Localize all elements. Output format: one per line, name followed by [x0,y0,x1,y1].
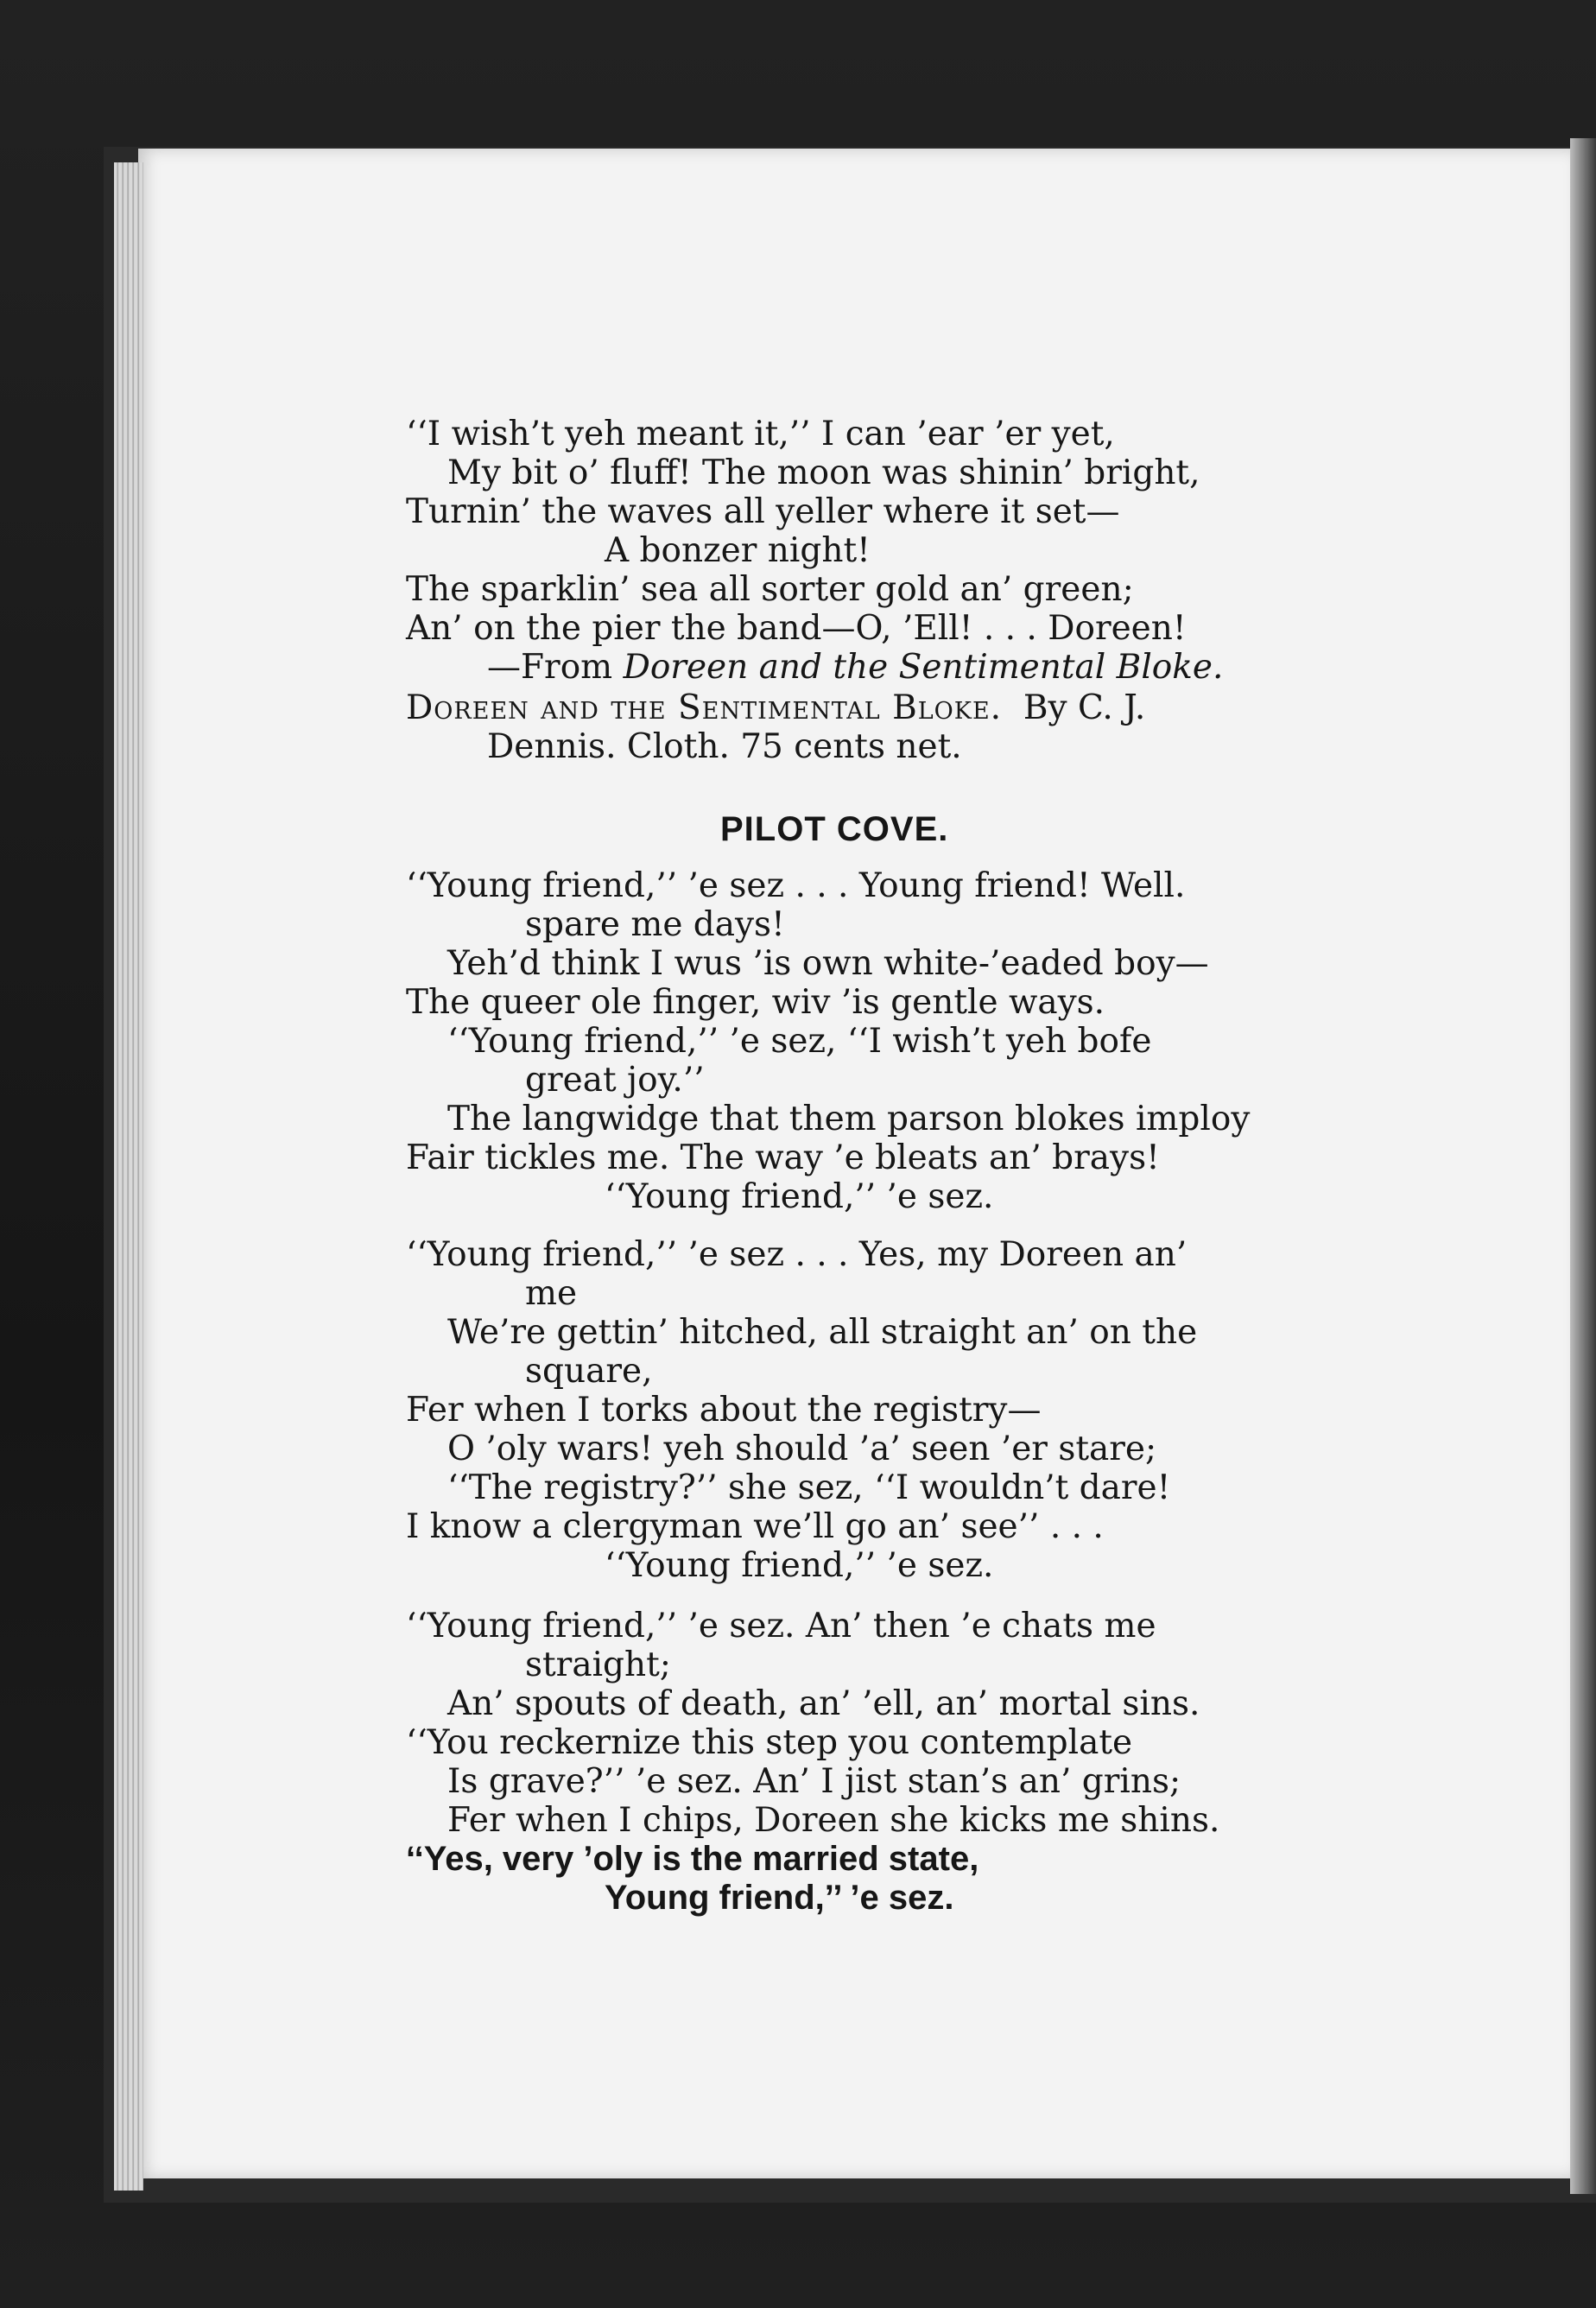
poem-line: My bit o’ fluff! The moon was shinin’ bright, [447,453,1200,492]
stanza1-line: The langwidge that them parson blokes imploy [447,1100,1251,1138]
book-title-part: Sentimental Bloke. [678,688,1003,727]
poem-title: PILOT COVE. [720,810,949,848]
stanza1-line: ‘‘Young friend,’’ ’e sez, ‘‘I wish’t yeh bofe [447,1022,1152,1061]
stanza2-line: We’re gettin’ hitched, all straight an’ on the [447,1313,1198,1352]
stanza2-line: me [525,1274,578,1313]
stanza3-line: An’ spouts of death, an’ ’ell, an’ mortal sins. [447,1684,1200,1723]
poem-line: The sparklin’ sea all sorter gold an’ green; [406,570,1134,609]
attribution-title: Doreen and the Sentimental Bloke. [623,648,1224,687]
stanza3-line: straight; [525,1645,671,1684]
book-notice-line [406,688,1145,727]
stanza3-line: ‘‘Young friend,’’ ’e sez. An’ then ’e chats me [406,1607,1156,1645]
page-edges [114,162,143,2191]
attribution-prefix: —From [487,648,624,687]
stanza2-line: I know a clergyman we’ll go an’ see’’ . . . [406,1507,1104,1546]
stanza2-line: ‘‘The registry?’’ she sez, ‘‘I wouldn’t dare! [447,1468,1171,1507]
poem-line: An’ on the pier the band—O, ’Ell! . . . Doreen! [406,609,1187,648]
stanza3-line: Young friend,’’ ’e sez. [605,1879,954,1917]
stanza3-line: ‘‘Yes, very ’oly is the married state, [406,1840,979,1878]
stanza2-line: ‘‘Young friend,’’ ’e sez . . . Yes, my Doreen an’ [406,1235,1188,1274]
stanza1-line: ‘‘Young friend,’’ ’e sez. [605,1177,994,1216]
stanza3-line: Fer when I chips, Doreen she kicks me shins. [447,1801,1220,1840]
stanza3-line: Is grave?’’ ’e sez. An’ I jist stan’s an’ grins; [447,1762,1181,1801]
stanza2-line: square, [525,1352,653,1391]
stanza1-line: spare me days! [525,905,785,944]
poem-line: A bonzer night! [605,531,871,570]
book-author: By C. J. [1023,688,1146,727]
stanza1-line: Yeh’d think I wus ’is own white-’eaded boy— [447,944,1209,983]
stanza2-line: ‘‘Young friend,’’ ’e sez. [605,1546,994,1585]
stanza1-line: ‘‘Young friend,’’ ’e sez . . . Young friend! Well. [406,866,1186,905]
stanza1-line: The queer ole finger, wiv ’is gentle ways. [406,983,1105,1022]
stanza3-line: ‘‘You reckernize this step you contemplate [406,1723,1133,1762]
stanza1-line: Fair tickles me. The way ’e bleats an’ brays! [406,1138,1160,1177]
book-title-part: Doreen [406,688,529,727]
attribution [487,648,1223,687]
stanza2-line: O ’oly wars! yeh should ’a’ seen ’er stare; [447,1430,1157,1468]
page-gutter [1570,138,1596,2194]
stanza1-line: great joy.’’ [525,1061,705,1100]
poem-line: Turnin’ the waves all yeller where it set— [406,492,1120,531]
stanza2-line: Fer when I torks about the registry— [406,1391,1042,1430]
book-title-part: and the [529,688,679,727]
book-notice-price: Dennis. Cloth. 75 cents net. [487,727,962,766]
poem-line: ‘‘I wish’t yeh meant it,’’ I can ’ear ’er yet, [406,415,1115,453]
